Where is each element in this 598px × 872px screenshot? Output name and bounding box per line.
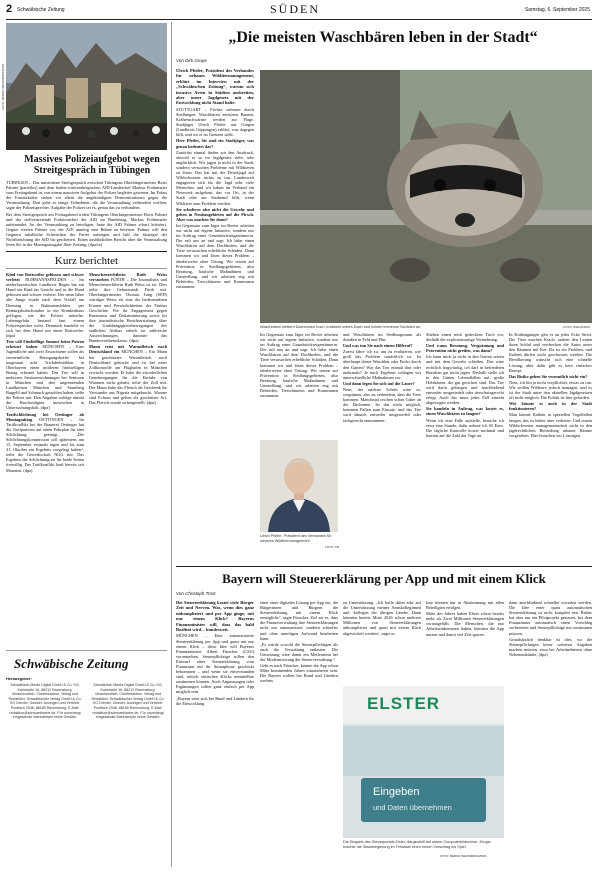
column-divider xyxy=(171,22,172,867)
tuebingen-body xyxy=(6,180,167,248)
elster-daten-label: und Daten übernehmen xyxy=(373,803,452,812)
interview-question: Herr Pfeifer, Sie sind ein Stadtjäger, was genau bedeutet das? xyxy=(176,138,254,149)
interview-paragraph: Im Gegensatz zum Jäger im Revier arbeiten wir nicht auf eigene Initiative, sondern nur im Auftrag einer Grundstückseigentümerin. Der ruft uns an und sagt: Ich habe einen Waschbären auf dem Dachboden, und die Tiere verursachen erhebliche Schäden. Dann kommen wir und lösen dieses Problem – idealerweise ohne Tötung. Wir setzen auf Prävention in Siedlungsgebieten, also Beratung, bauliche Maßnahmen und Umsiedlung, und wir arbeiten eng mit Behörden, Tierschützern und Kommunen zusammen. xyxy=(260,332,338,399)
news-item-head: Trio will Fünftelliige Summe beim Putzen erbeutet haben xyxy=(6,339,84,350)
interview-paragraph: Wenn ich eine Falle aufstelle, brauche ich etwa eine Stunde, dafür nehme ich 65 Euro. Die tägliche Kontrolle kostet nochmal und kommt auf die Zahl der Tage an. xyxy=(426,417,504,438)
pfeifer-portrait xyxy=(260,440,338,532)
interview-question: Sie schultern also nicht die Gewehr und gehen in Neubaugebieten auf die Pirsch. Aber was machen Sie dann? xyxy=(176,206,254,222)
elster-logo: ELSTER xyxy=(367,694,441,713)
news-item-text: MÜNCHEN – Ein Mann hat geschütztes Waranfleisch nach Deutschland gebracht und ist bei einer Zollkontrolle am Flughafen in München erwischt worden. Er habe die erforderlichen Genehmigungen für die Einfuhr von Waranen nicht gehabt, teilte der Zoll mit. Der Mann habe das Fleisch als Geschenk für Verwandte aus Nigeria mitgebracht. Warane sind Echsen und gelten als geschützte Art. Das Fleisch wurde sichergestellt. (dpa) xyxy=(89,349,167,406)
tuebingen-paragraph: TÜBINGEN – Das umstrittene Streitgespräch zwischen Tübingens Oberbürgermeister Boris Palmer (parteilos) und dem baden-württembergischen AfD-Landeschef Markus Frohnmaier vom Freitagabend ist von einem massiven Aufgebot der Polizei begleitet gewesen. Im Fokus der Einsatzkräfte stehen vor allem die angekündigten Demonstrationen gegen die Veranstaltung. Dort gebe es einige Teilnehmer, die die Veranstaltung verhindern wollten, sagte der Polizeisprecher. Aufgabe der Polizei sei es, genau das zu verhindern. xyxy=(6,180,167,211)
elster-col-5 xyxy=(509,600,592,868)
interview-paragraph: und Waschbären im Siedlungsraum als draußen in Feld und Flur. xyxy=(343,332,421,343)
elster-input-panel xyxy=(361,778,486,822)
tuebingen-headline: Massives Polizeiaufgebot wegen Streitgespräch in Tübingen xyxy=(24,154,160,176)
interview-col-4 xyxy=(426,332,504,562)
elster-lead: Die Steuererklärung kostet viele Bürger Zeit und Nerven. Was, wenn dies ganz unkompliziert und per App ginge, mit nur einem Klick? Bayerns Finanzminister will, dass das bald Realität wird – bundesweit. xyxy=(176,600,254,633)
elster-image-caption: Die Eingabe des Steuerportals Elster, dargestellt auf einem Computerbildschirm. Jüngst brachte die Staatsregierung im Freistaat einen neuen Vorschlag ins Spiel. xyxy=(343,840,491,849)
interview-paragraph: Nein, der nächste Schritt wäre es, vergrämen, also zu verhindern, dass die Tiere kommen. Manchmal reichen schon Gitter an der Dachrinne. Ist das nicht möglich, kommen Fallen zum Einsatz, und das Tier wird danach entweder umgesiedelt oder fachgerecht entnommen. xyxy=(343,386,421,423)
masthead-rule xyxy=(6,650,167,651)
raccoon-caption: Waschbären klettern Dachrinnen hoch, krabbeln unters Dach und richten immense Schäden an. xyxy=(260,325,422,329)
interview-question: Und wann Beratung, Vergrämung und Prävention nicht greifen, was dann? xyxy=(426,343,504,354)
interview-paragraph: Städten einen reich gedeckten Tisch vor, deshalb die explosionsartige Vermehrung. xyxy=(426,332,504,343)
pfeifer-portrait-graphic xyxy=(260,440,338,532)
interview-question: Und was tun Sie nach einem Hilferuf? xyxy=(343,343,413,349)
elster-paragraph: „Bayern setzt sich bei Bund und Ländern für die Entwicklung xyxy=(176,695,254,706)
interview-paragraph: Man könnte Krähen in speziellen Vogelfallen fangen, das ist bisher aber verboten. Und einem Wildschweine managementarbeit nicht in den jagdrechtlichen Befriedung urbaner Räume vorgesehen. Hier brauchen wir Lösungen. xyxy=(509,412,592,438)
elster-paragraph: Grundsätzlich denkbar ist dies, wo die Steuerpflichtigen keine weiteren Angaben machen müssen, etwa bei Arbeitnehmern ohne Nebeneinkünfte. (dpa) xyxy=(509,636,592,657)
elster-paragraph: dann anschließend schneller erwerbst werden. Die Idee einer quasi automatischen Steuererklärung ist nicht komplett neu. Bisher hat aber nur ein Pilotprojekt gestartet, bei dem Finanzämter automatisch einen Vorschlag vorbereiten und Steuerpflichtige nur zustimmen müssen. xyxy=(509,600,592,636)
interview-paragraph: Nein, ich bin ja nicht verpflichtet, etwas zu tun. Wir wollen Wildtiere jedoch managen, und es ist der Stadt unter den aktuellen Jagdgesetzen oft nicht möglich. Die Politik ist hier gefordert. xyxy=(509,379,592,401)
masthead-logo: Schwäbische Zeitung xyxy=(14,656,129,671)
raccoon-photo-credit: FOTO: IMAGO/DPA xyxy=(563,325,590,329)
elster-paragraph: zu Unterstützung. „Ich hoffe daher sehr auf die Unterstützung meiner Amtskolleginnen und -kollegen der übrigen Länder. Dann könnten bereits Mitte 2026 schon mehrere Millionen von Steuererklärungen unkompliziert und quasi mit einem Klick abgewickelt werden“, sagte er. xyxy=(343,600,421,636)
tuebingen-photo-credit: FOTO: BERND WEISSBROD/DPA xyxy=(1,63,5,110)
interview-question: Wie könnte es auch in der Stadt funktionieren? xyxy=(509,401,592,412)
news-item-head: Menschenrechtlerin Ruth Weiss verstorben xyxy=(89,272,167,283)
interview-lead: Ulrich Pfeifer, Präsident des Verbandes für urbanes Wildtiermanagement, erklärt im Interview mit der „Schwäbischen Zeitung“, warum sich invasive Arten in Städten ausbreiten, aber unser Jagdgesetz mit der Entwicklung nicht Stand halte. xyxy=(176,68,254,106)
kurz-col-2 xyxy=(89,272,167,406)
portrait-credit: FOTO: PR xyxy=(325,545,340,549)
paper-name: Schwäbische Zeitung xyxy=(17,7,65,13)
elster-paragraph: Mitte des Jahres haben Elster schon bereits mehr als Zwei Millionen Steuererklärungen vorausgefüllt. Die Menschen, die nur Arbeitseinkommen haben, könnten die App nutzen und damit viel Zeit sparen. xyxy=(426,611,504,637)
interview-paragraph: Zuerst fahre ich zu, um zu evaluieren, wie groß das Problem tatsächlich ist. Ist überhaupt dieser Waschbär oder Fuchs durch den Garten? War das Tier einmal dort oder mehrmals? Je nach Ergebnis schlagen wir unterschiedliche Maßnahmen vor. xyxy=(343,349,421,380)
elster-col-2 xyxy=(260,600,338,868)
tuebingen-photo xyxy=(6,23,167,150)
elster-headline: Bayern will Steuererklärung per App und mit einem Klick xyxy=(222,571,546,586)
kurz-rule-bottom xyxy=(6,268,167,269)
interview-col-1 xyxy=(176,68,254,290)
news-item-head: Mann reist mit Waranfleisch nach Deutschland ein xyxy=(89,344,167,355)
interview-paragraph: Im Gegensatz zum Jäger im Revier arbeiten wir nicht auf eigene Initiative, sondern nur im Auftrag einer Grundstückseigentümerin. Der ruft uns an und sagt: Ich habe einen Waschbären auf dem Dachboden, und die Tiere verursachen erhebliche Schäden. Dann kommen wir und lösen dieses Problem – idealerweise ohne Tötung. Wir setzen auf Prävention in Siedlungsgebieten, also Beratung, bauliche Maßnahmen und Umsiedlung, und wir arbeiten eng mit Behörden, Tierschützern und Kommunen zusammen. xyxy=(176,222,254,290)
news-item-text: MÜNCHEN – Eine Jugendliche und zwei Erwachsene sollen als vermeintliche Reinigungskräfte bei insgesamt acht Trickdiebstählen in Oberbayern einen mittleren fünfstelligen Betrag erbeutet haben. Das Trio soll in mehreren Seniorenwohnungen bei Senioren in München und den angrenzenden Landkreisen München und Starnberg Bargeld und Schmuck gestohlen haben, teilte die Polizei mit. Den Angaben zufolge nimmt die Beschuldigten inzwischen in Untersuchungshaft. (dpa) xyxy=(6,344,84,411)
interview-col-5 xyxy=(509,332,592,562)
elster-paragraph: MÜNCHEN – Eine automatisierte Steuererklärung per App und quasi mit nur einem Klick – diese Idee will Bayerns Finanzminister Albert Füracker (CSU) vorantreiben. Steuerpflichtige sollen den Entwurf einer Steuererklärung vom Finanzamt auf ihr Smartphone geschickt bekommen – und wenn sie einverstanden sind, mittels einfachen Klicks unmittelbar zustimmen können. Auch Anpassungen oder Ergänzungen sollen ganz einfach per App möglich sein. xyxy=(176,633,254,695)
interview-question: Und dann legen Sie sich auf die Lauer? xyxy=(343,380,415,386)
elster-col-3 xyxy=(343,600,421,682)
kurz-col-1 xyxy=(6,272,84,474)
tuebingen-photo-graphic xyxy=(6,23,167,150)
elster-paragraph: Geht es nach Füracker, könnte die App schon Mitte kommenden Jahres einsatzbereit sein. Die Bayern wollen bei Bund und Ländern werben. xyxy=(260,663,338,684)
elster-col-4 xyxy=(426,600,504,682)
news-item-head: Kind von Rottweiler gebissen und schwer verletzt xyxy=(6,272,84,283)
news-item-text: RUHMANNSFELDEN – Im niederbayerischen Landkreis Regen hat ein Hund ein Kind ins Gesicht und in die Hand gebissen und schwer verletzt. Der neun Jahre alte Junge wurde nach dem Vorfall am Dienstag in Ruhmannsfelden per Rettungshubschrauber in ein Krankenhaus geflogen, wie die Polizei mitteilte. Lebensgefahr bestand laut einem Polizeisprecher nicht. Demnach handelte es sich bei dem Hund um einen Rottweiler. (dpa) xyxy=(6,277,84,339)
interview-question: Sie handeln in Auftrag, was kostet es, einen Waschbären zu fangen? xyxy=(426,406,504,417)
elster-paragraph: „Es würde sowohl die Steuerpflichtigen als auch die Verwaltung entlasten. Die Umsetzung wäre damit ein Meilenstein bei der Modernisierung der Steuerverwaltung.“ xyxy=(260,641,338,663)
elster-screen-image xyxy=(343,686,504,838)
page-number: 2 xyxy=(6,3,13,15)
portrait-caption: Ulrich Pfeifer, Präsident des Verbandes für urbanes Wildtiermanagement. xyxy=(260,534,332,543)
news-item-head: Tarifschlichtung bei Oettinger ab Montagmittag xyxy=(6,411,84,422)
interview-paragraph: Ich kann mich ja nicht in den Garten setzen und mit dem Gewehr schießen. Das wäre rechtlich fragwürdig, ich darf in befriedeten Bezirken gar nicht jagen. Deshalb stelle ich in den Gärten Lebendfallen auf, große Holzkästen, die gut gesichert sind. Das Tier wird darin gefangen und anschließend entweder umgesiedelt oder tierschutzgerecht erlegt. Auch das muss jeder Fall einzeln abgewogen werden. xyxy=(426,354,504,406)
news-item-text: FÜRTH – Die Journalistin und Menschenrechtlerin Ruth Weiss ist tot. Dies teilte ihre Geburtsstadt Fürth mit. Oberbürgermeister Thomas Jung (SPD) würdigte Weiss als eine der bedeutendsten Frauen und Persönlichkeiten der Fürther Geschichte. Für ihr Engagement gegen Rassismus und Diskriminierung sowie für ihre journalistische Berichterstattung über die Unabhängigkeitsbewegungen des südlichen Afrikas erhielt sie zahlreiche Auszeichnungen, darunter das Bundesverdienstkreuz. (dpa) xyxy=(89,277,167,344)
elster-paragraph: lose können nur in Abstimmung mit allen Beteiligten erfolgen. xyxy=(426,600,504,611)
interview-col-3 xyxy=(343,332,421,562)
elster-eingeben-label: Eingeben xyxy=(373,786,420,798)
elster-byline: Von Christoph Trost xyxy=(176,591,216,596)
raccoon-photo xyxy=(260,70,592,323)
waschbaer-headline: „Die meisten Waschbären leben in der Stadt“ xyxy=(228,29,538,46)
tuebingen-paragraph: Bei dem Streitgespräch am Freitagabend trafen Tübingens Oberbürgermeister Boris Palmer und der stellvertretende Fraktionschef der AfD im Bundestag, Markus Frohnmaier aufeinander. An der Veranstaltung zu beteiligen, hatte die AfD Palmer scharf kritisiert. Gegner werfen Palmer vor, der AfD unnötig eine Bühne zu bereiten. Palmer will den Gegnern inhaltliche Schwächen der Partei aufzeigen und hält die Strategie der Nichtbeachtung der AfD für gescheitert. Einen ausführlichen Bericht über die Veranstaltung lesen Sie in der Montagsausgabe Ihrer Zeitung. (dpa/sz) xyxy=(6,211,167,248)
kurz-rule xyxy=(6,251,167,252)
header-rule xyxy=(6,19,592,20)
raccoon-photo-graphic xyxy=(260,70,592,323)
issue-date: Samstag, 6. September 2025 xyxy=(524,7,590,13)
interview-col-2 xyxy=(260,332,338,436)
interview-paragraph: In Krähengängen gibt es an jeder Ecke Streit. Die Tiere machen Krach, rauben den Leuten ihren Schlaf und verdrecken die Autos unter den Bäumen mit Kot. Da ist ein Problem, und Krähen dürfen nicht geschossen werden. Die Bevölkerung wünscht sich eine schnelle Lösung, aber dafür gibt es kein einfaches Rezept. xyxy=(509,332,592,373)
publisher-label: Herausgeber: xyxy=(6,676,32,681)
interview-paragraph: STUTTGART – Füchse streunen durch Siedlungen, Waschbären zerstören Bauten, Krähenschwärme werden zur Plage. Stadtjäger Ulrich Pfeifer aus Gingen (Landkreis Göppingen) erklärt, was dagegen hilft, und wo er an Grenzen stößt. xyxy=(176,106,254,138)
kurz-heading: Kurz berichtet xyxy=(54,255,119,267)
elster-col-1 xyxy=(176,600,254,868)
interview-paragraph: Zunächst einmal finden wir den Ausdruck, obwohl er so im Jagdgesetz steht, sehr unglücklich. Wir jagen ja nicht in der Stadt, sondern versuchen Probleme mit Wildtieren zu lösen. Das hat mit der Drückjagd auf Wildschweine nichts zu tun. Landesweit engagieren sich für die Jagd sehr viele Menschen, und wir haben im Verband ein Netzwerk aufgebaut, das vor Ort, in der Stadt oder am Stadtrand hilft, wenn Wildtiere zum Problem werden. xyxy=(176,149,254,206)
interview-question: Das Risiko gehen Sie vermutlich nicht ein? xyxy=(509,373,588,379)
masthead-impressum: Schwäbisch Media Digital GmbH & Co. KG, Karlstraße 16, 88212 Ravensburg. Verantwortlich: Chefredakteur. Verlag und Redaktion: Schwäbischer Verlag GmbH & Co. KG Drexler, Gessler. Anzeigen und Vertrieb: Postfach 2946, 88189 Ravensburg. E-Mail: redaktion@schwaebische.de. Für unverlangt eingesandte Manuskripte keine Gewähr. xyxy=(8,683,82,720)
masthead-impressum-2: Schwäbisch Media Digital GmbH & Co. KG, Karlstraße 16, 88212 Ravensburg. Verantwortlich: Chefredakteur. Verlag und Redaktion: Schwäbischer Verlag GmbH & Co. KG Drexler, Gessler. Anzeigen und Vertrieb: Postfach 2946, 88189 Ravensburg. E-Mail: redaktion@schwaebische.de. Für unverlangt eingesandte Manuskripte keine Gewähr. xyxy=(91,683,165,720)
elster-screen-mid xyxy=(343,726,504,776)
news-item-text: OETTINGEN – Im Tarifkonflikt bei der Brauerei Oettinger hat die Tarifparteien auf einen Fahrplan für eine Schlichtung geeinigt. „Die Schlichtungskommission soll spätestens am 15. September erstmals tagen und bis zum 31. Oktober ein Ergebnis vorgelegt haben“, teilte die Gewerkschaft NGG mit. Das Ergebnis der Schlichtung sei für beide Seiten freiwillig. Der Tarifkonflikt läuft bereits seit Monaten. (dpa) xyxy=(6,416,84,473)
section-title: SÜDEN xyxy=(270,2,321,16)
elster-top-rule xyxy=(176,566,592,567)
elster-image-credit: FOTO: BERND WEISSBROD/DPA xyxy=(440,854,487,858)
elster-paragraph: einer einer digitalen Lösung per App ein, die Bürgerinnen und Bürgern die Steuererklärung mit einem Klick ermöglicht“, sagte Füracker. Ziel sei es, dass die Finanzverwaltung ihre Steuererklärungen nicht nur automatisiert, sondern schneller und ohne unnötigen Aufwand bearbeiten kann. xyxy=(260,600,338,641)
waschbaer-byline: Von Dirk Grupe xyxy=(176,58,207,63)
